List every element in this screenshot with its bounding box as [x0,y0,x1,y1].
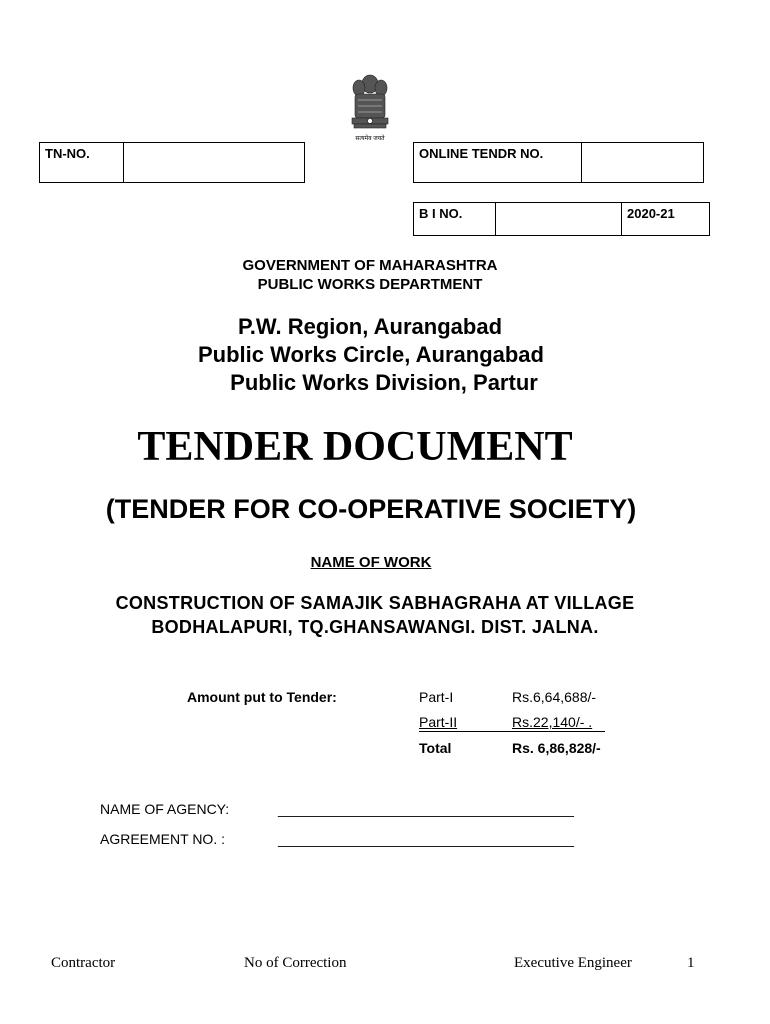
region-heading [0,313,770,397]
work-description [0,591,760,639]
department-name: PUBLIC WORKS DEPARTMENT [257,276,483,293]
bi-number-label: B I NO. [414,203,496,235]
agreement-number-label: AGREEMENT NO. : [100,831,225,847]
region-name: P.W. Region, Aurangabad [237,314,503,339]
part-1-value: Rs.6,64,688/- [512,689,597,705]
work-line-2: BODHALAPURI, TQ.GHANSAWANGI. DIST. JALNA. [151,617,599,637]
total-value: Rs. 6,86,828/- [512,740,601,756]
document-title: TENDER DOCUMENT [137,424,573,470]
online-tender-field[interactable] [582,143,703,182]
footer-contractor: Contractor [51,955,116,971]
amount-divider [419,731,605,732]
division-name: Public Works Division, Partur [230,370,538,395]
name-of-work-label: NAME OF WORK [310,554,432,571]
document-subtitle: (TENDER FOR CO-OPERATIVE SOCIETY) [105,494,637,524]
bi-year: 2020-21 [627,206,675,221]
amount-label: Amount put to Tender: [187,689,337,705]
part-2-label: Part-II [419,714,458,730]
online-tender-box [413,142,704,183]
part-2-value: Rs.22,140/- . [512,714,593,730]
government-name: GOVERNMENT OF MAHARASHTRA [242,257,498,274]
work-line-1: CONSTRUCTION OF SAMAJIK SABHAGRAHA AT VILLAGE [115,593,635,613]
bi-number-field[interactable] [496,203,622,235]
circle-name: Public Works Circle, Aurangabad [198,342,544,367]
agreement-number-field[interactable]: ______________________________________ [278,831,574,847]
online-tender-label: ONLINE TENDR NO. [414,143,582,182]
footer-engineer: Executive Engineer [514,955,632,971]
agency-name-field[interactable]: ______________________________________ [278,801,574,817]
tn-number-label: TN-NO. [40,143,124,182]
part-1-label: Part-I [419,689,454,705]
tn-number-box [39,142,305,183]
footer-correction: No of Correction [244,955,347,971]
tn-number-field[interactable] [124,143,304,182]
department-heading [0,256,770,294]
page-number: 1 [687,955,695,971]
bi-number-box [413,202,710,236]
agency-name-label: NAME OF AGENCY: [100,801,230,817]
emblem-motto: सत्यमेव जयते [355,136,385,142]
total-label: Total [419,740,452,756]
